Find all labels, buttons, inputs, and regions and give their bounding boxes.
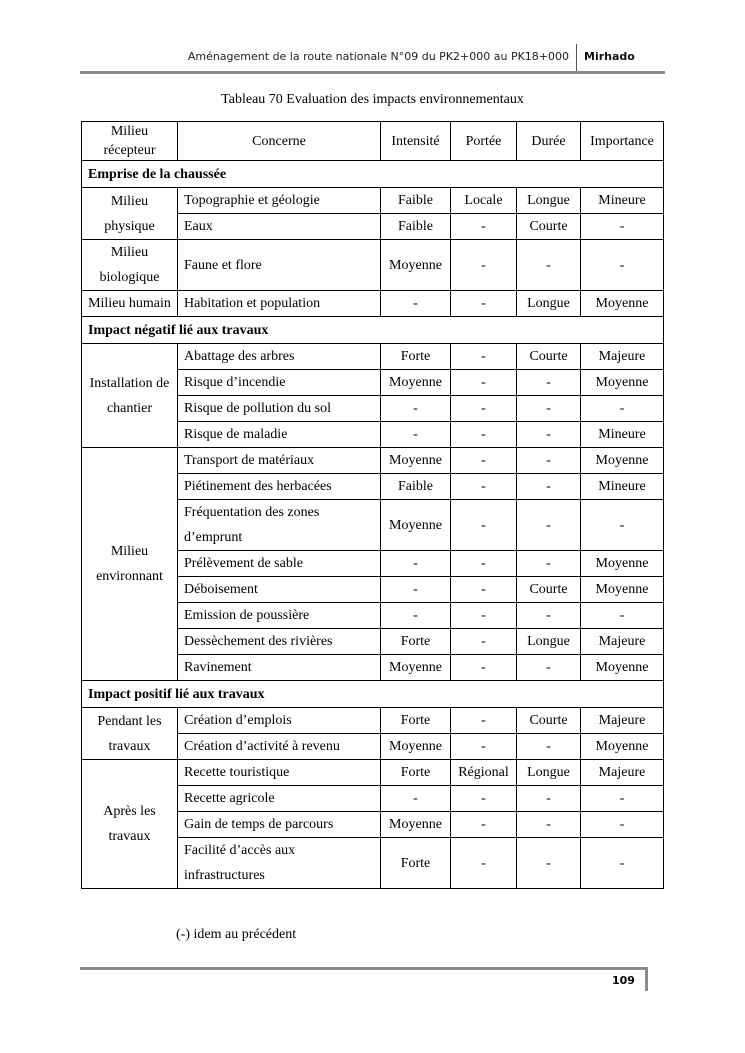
cell-duree: Courte [517,708,581,734]
cell-duree: - [517,603,581,629]
cell-portee: - [451,500,517,551]
cell-concerne: Facilité d’accès aux infrastructures [178,838,381,889]
cell-importance: Moyenne [581,551,664,577]
cell-importance: Moyenne [581,655,664,681]
cell-portee: Locale [451,188,517,214]
cell-concerne: Recette agricole [178,786,381,812]
cell-intensite: - [381,396,451,422]
cell-importance: - [581,786,664,812]
table-footnote: (-) idem au précédent [176,927,297,942]
cell-concerne: Prélèvement de sable [178,551,381,577]
cell-duree: Longue [517,188,581,214]
cell-intensite: Forte [381,629,451,655]
cell-importance: Majeure [581,760,664,786]
cell-importance: Majeure [581,629,664,655]
table-header-row [82,122,664,161]
cell-intensite: Moyenne [381,655,451,681]
cell-importance: - [581,396,664,422]
group-apres-travaux: Après les travaux [82,760,178,889]
page-header [0,40,745,72]
cell-intensite: Moyenne [381,812,451,838]
cell-portee: - [451,838,517,889]
cell-importance: - [581,500,664,551]
cell-concerne: Fréquentation des zones d’emprunt [178,500,381,551]
group-installation-chantier: Installation de chantier [82,344,178,448]
cell-importance: Moyenne [581,577,664,603]
cell-importance: Moyenne [581,734,664,760]
cell-portee: - [451,603,517,629]
header-title: Aménagement de la route nationale N°09 du PK2+000 au PK18+000 [187,50,569,63]
cell-intensite: Faible [381,214,451,240]
cell-portee: - [451,291,517,317]
cell-concerne: Risque de maladie [178,422,381,448]
section-row [82,317,664,344]
cell-importance: - [581,838,664,889]
cell-portee: - [451,708,517,734]
cell-importance: Moyenne [581,370,664,396]
table-row [82,448,664,474]
cell-portee: - [451,786,517,812]
cell-portee: - [451,214,517,240]
cell-intensite: Forte [381,838,451,889]
section-row [82,681,664,708]
cell-intensite: - [381,291,451,317]
cell-portee: - [451,422,517,448]
group-milieu-environnant: Milieu environnant [82,448,178,681]
cell-importance: Mineure [581,422,664,448]
cell-intensite: Moyenne [381,500,451,551]
cell-importance: Mineure [581,474,664,500]
cell-portee: - [451,577,517,603]
cell-duree: - [517,655,581,681]
cell-duree: - [517,396,581,422]
cell-portee: - [451,812,517,838]
col-header-duree: Durée [517,122,581,161]
cell-intensite: - [381,603,451,629]
cell-importance: Moyenne [581,291,664,317]
cell-duree: Courte [517,577,581,603]
cell-concerne: Création d’emplois [178,708,381,734]
col-header-concerne: Concerne [178,122,381,161]
cell-concerne: Dessèchement des rivières [178,629,381,655]
cell-portee: - [451,240,517,291]
cell-duree: Longue [517,629,581,655]
cell-concerne: Gain de temps de parcours [178,812,381,838]
cell-concerne: Recette touristique [178,760,381,786]
header-divider [576,44,577,72]
page-number: 109 [612,974,635,987]
cell-concerne: Piétinement des herbacées [178,474,381,500]
cell-portee: - [451,629,517,655]
cell-concerne: Création d’activité à revenu [178,734,381,760]
footer-bar [645,967,648,991]
cell-portee: - [451,396,517,422]
cell-portee: - [451,655,517,681]
cell-portee: Régional [451,760,517,786]
table-row [82,240,664,291]
cell-importance: - [581,603,664,629]
group-milieu-biologique: Milieu biologique [82,240,178,291]
cell-duree: - [517,500,581,551]
cell-concerne: Eaux [178,214,381,240]
cell-duree: Courte [517,344,581,370]
cell-portee: - [451,448,517,474]
col-header-intensite: Intensité [381,122,451,161]
table-row [82,291,664,317]
cell-concerne: Emission de poussière [178,603,381,629]
cell-duree: Longue [517,291,581,317]
cell-importance: Mineure [581,188,664,214]
cell-duree: - [517,838,581,889]
cell-importance: - [581,214,664,240]
cell-duree: Courte [517,214,581,240]
group-milieu-humain: Milieu humain [82,291,178,317]
cell-duree: - [517,448,581,474]
cell-importance: - [581,812,664,838]
cell-intensite: Forte [381,708,451,734]
cell-intensite: Forte [381,344,451,370]
header-rule [80,71,665,74]
group-pendant-travaux: Pendant les travaux [82,708,178,760]
cell-intensite: - [381,577,451,603]
cell-intensite: - [381,786,451,812]
cell-duree: - [517,551,581,577]
cell-intensite: Moyenne [381,370,451,396]
cell-intensite: Faible [381,188,451,214]
col-header-importance: Importance [581,122,664,161]
cell-duree: - [517,734,581,760]
cell-portee: - [451,474,517,500]
footer-rule [80,967,647,970]
cell-importance: Moyenne [581,448,664,474]
section-row [82,161,664,188]
cell-concerne: Abattage des arbres [178,344,381,370]
section-emprise: Emprise de la chaussée [82,161,664,188]
cell-concerne: Habitation et population [178,291,381,317]
section-impact-negatif: Impact négatif lié aux travaux [82,317,664,344]
cell-importance: Majeure [581,344,664,370]
cell-concerne: Risque de pollution du sol [178,396,381,422]
section-impact-positif: Impact positif lié aux travaux [82,681,664,708]
cell-portee: - [451,344,517,370]
cell-duree: - [517,474,581,500]
table-row [82,708,664,734]
col-header-portee: Portée [451,122,517,161]
col-header-milieu: Milieu récepteur [82,122,178,161]
header-brand: Mirhado [584,50,635,63]
cell-intensite: Moyenne [381,734,451,760]
group-milieu-physique: Milieu physique [82,188,178,240]
cell-portee: - [451,370,517,396]
cell-duree: Longue [517,760,581,786]
cell-duree: - [517,370,581,396]
cell-duree: - [517,422,581,448]
impacts-table [81,121,664,889]
cell-intensite: - [381,422,451,448]
cell-intensite: Moyenne [381,240,451,291]
cell-concerne: Risque d’incendie [178,370,381,396]
table-caption: Tableau 70 Evaluation des impacts environnementaux [221,92,524,107]
cell-concerne: Topographie et géologie [178,188,381,214]
cell-importance: - [581,240,664,291]
cell-intensite: Faible [381,474,451,500]
cell-portee: - [451,551,517,577]
table-row [82,188,664,214]
cell-concerne: Transport de matériaux [178,448,381,474]
table-row [82,760,664,786]
cell-intensite: Forte [381,760,451,786]
cell-duree: - [517,240,581,291]
cell-intensite: - [381,551,451,577]
cell-portee: - [451,734,517,760]
cell-intensite: Moyenne [381,448,451,474]
cell-importance: Majeure [581,708,664,734]
table-row [82,344,664,370]
cell-duree: - [517,812,581,838]
cell-concerne: Ravinement [178,655,381,681]
cell-concerne: Déboisement [178,577,381,603]
cell-duree: - [517,786,581,812]
cell-concerne: Faune et flore [178,240,381,291]
